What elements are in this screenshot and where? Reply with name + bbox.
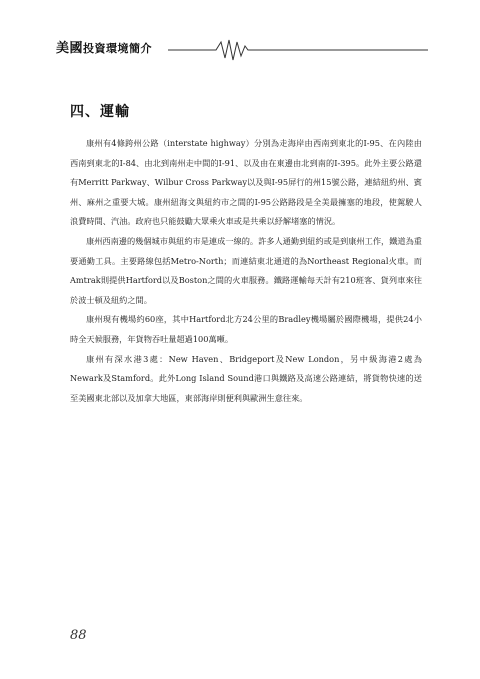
header-title bbox=[56, 37, 152, 56]
header-title-rest: 投資環境簡介 bbox=[83, 42, 153, 55]
paragraph-highways: 康州有4條跨州公路（interstate highway）分別為走海岸由西南到東北的I-95、在內陸由西南到東北的I-84、由北到南州走中間的I-91、以及由在東邊由北到南的I-395。此外主要公路還有Merritt Parkway、Wilbur Cross Parkway以及與I-95屏行的州15號公路，連結紐約州、賓州、麻州之重要大城。康州紐海文與紐約市之間的I-95公路路段是全美最擁塞的地段，使駕駛人浪費時間、汽油。政府也只能鼓勵大眾乘火車或是共乘以紓解堵塞的情況。 bbox=[70, 138, 422, 227]
running-header bbox=[56, 36, 428, 64]
paragraph-railways: 康州西南邊的幾個城市與紐約市是連成一線的。許多人通勤到紐約或是到康州工作，鐵道為重要通勤工具。主要路線包括Metro-North；而連結東北通道的為Northeast Regional火車。而Amtrak則提供Hartford以及Boston之間的火車服務。鐵路運輸每天計有210班客、貨列車來往於波士頓及紐約之間。 bbox=[70, 235, 422, 305]
section-title: 四、運輸 bbox=[70, 104, 130, 120]
paragraph-airports: 康州現有機場約60座，其中Hartford北方24公里的Bradley機場屬於國際機場，提供24小時全天候服務，年貨物吞吐量超過100萬噸。 bbox=[70, 314, 422, 344]
header-title-big: 美國 bbox=[56, 41, 84, 56]
paragraph-ports: 康州有深水港3處：New Haven、Bridgeport及New London，另中級海港2處為Newark及Stamford。此外Long Island Sound港口與鐵路及高速公路連結，將貨物快速的送至美國東北部以及加拿大地區，東部海岸則便利與歐洲生意往來。 bbox=[70, 353, 422, 403]
body-text bbox=[70, 134, 422, 408]
page-number: 88 bbox=[70, 628, 87, 643]
